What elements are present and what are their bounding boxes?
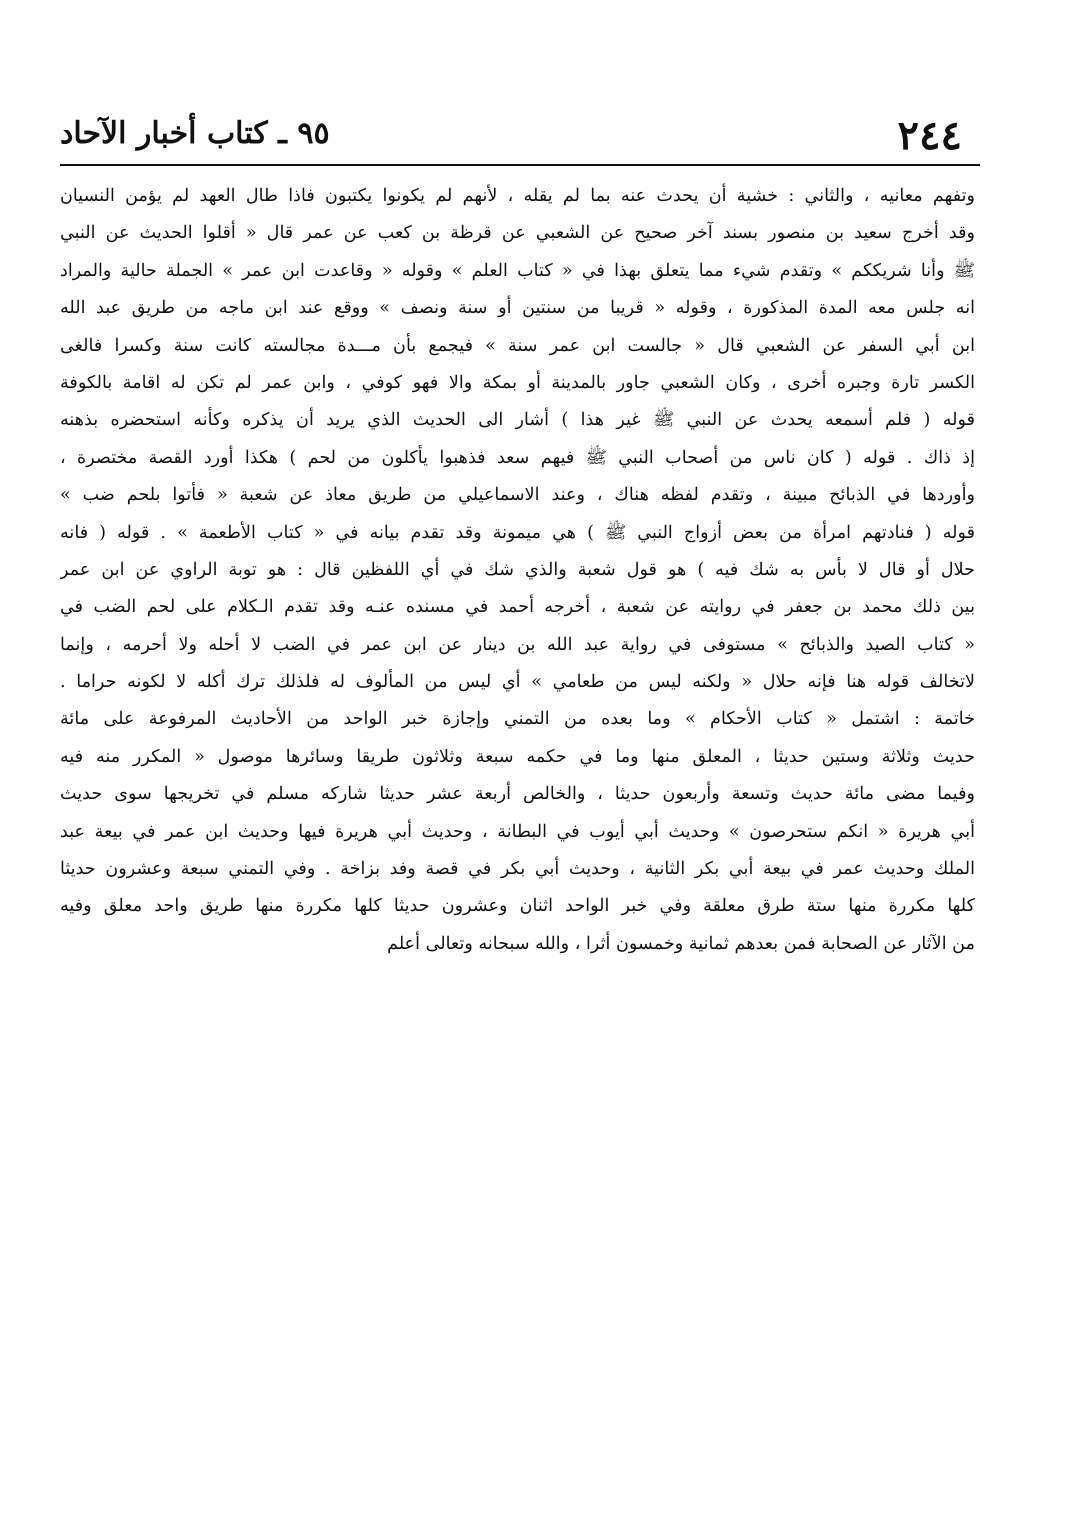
running-title: ٩٥ ـ كتاب أخبار الآحاد	[60, 116, 330, 151]
text-line: كلها مكررة منها ستة طرق معلقة وفي خبر الواحد اثنان وعشرون حديثا كلها مكررة منها طريق واحد معلق وفيه	[60, 896, 975, 917]
text-line: حديث وثلاثة وستين حديثا ، المعلق منها وما في حكمه سبعة وثلاثون طريقا وسائرها موصول « المكرر منه فيه	[60, 746, 975, 767]
body-text	[60, 178, 975, 963]
text-line: وقد أخرج سعيد بن منصور بسند آخر صحيح عن الشعبي عن قرظة بن كعب عن عمر قال « أقلوا الحديث عن النبي	[60, 223, 975, 244]
text-line: قوله ( فلم أسمعه يحدث عن النبي ﷺ غير هذا ) أشار الى الحديث الذي يريد أن يذكره وكأنه استحضره بذهنه	[60, 410, 975, 431]
text-line: ﷺ وأنا شريككم » وتقدم شيء مما يتعلق بهذا في « كتاب العلم » وقوله « وقاعدت ابن عمر » الجملة حالية والمراد	[60, 260, 975, 281]
text-line: أبي هريرة « انكم ستحرصون » وحديث أبي أيوب في البطانة ، وحديث أبي هريرة فيها وحديث ابن عمر في بيعة عبد	[60, 821, 975, 842]
text-line: الملك وحديث عمر في بيعة أبي بكر الثانية ، وحديث أبي بكر في قصة وفد بزاخة . وفي التمني سبعة وعشرون حديثا	[60, 859, 975, 880]
text-line: لاتخالف قوله هنا فإنه حلال « ولكنه ليس من طعامي » أي ليس من المألوف له فلذلك ترك أكله لا لكونه حراما .	[60, 672, 975, 693]
header-divider	[60, 164, 980, 166]
text-line: حلال أو قال لا بأس به شك فيه ) هو قول شعبة والذي شك في أي اللفظين قال : هو توبة الراوي عن ابن عمر	[60, 559, 975, 580]
text-line: إذ ذاك . قوله ( كان ناس من أصحاب النبي ﷺ فيهم سعد فذهبوا يأكلون من لحم ) هكذا أورد القصة مختصرة ،	[60, 447, 975, 468]
text-line: ابن أبي السفر عن الشعبي قال « جالست ابن عمر سنة » فيجمع بأن مـــدة مجالسته كانت سنة وكسرا فالغى	[60, 335, 975, 356]
text-line: بين ذلك محمد بن جعفر في روايته عن شعبة ، أخرجه أحمد في مسنده عنـه وقد تقدم الـكلام على لحم الضب في	[60, 597, 975, 618]
text-line: من الآثار عن الصحابة فمن بعدهم ثمانية وخمسون أثرا ، والله سبحانه وتعالى أعلم	[387, 933, 975, 954]
page-number: ٢٤٤	[897, 112, 962, 159]
text-line: خاتمة : اشتمل « كتاب الأحكام » وما بعده من التمني وإجازة خبر الواحد من الأحاديث المرفوعة على مائة	[60, 709, 975, 730]
text-line: الكسر تارة وجبره أخرى ، وكان الشعبي جاور بالمدينة أو بمكة والا فهو كوفي ، وابن عمر لم تكن له اقامة بالكوفة	[60, 372, 975, 393]
text-line: وفيما مضى مائة حديث وتسعة وأربعون حديثا ، والخالص أربعة عشر حديثا شاركه مسلم في تخريجها سوى حديث	[60, 784, 975, 805]
text-line: وتفهم معانيه ، والثاني : خشية أن يحدث عنه بما لم يقله ، لأنهم لم يكونوا يكتبون فاذا طال العهد لم يؤمن النسيان	[60, 186, 975, 206]
text-line: وأوردها في الذبائح مبينة ، وتقدم لفظه هناك ، وعند الاسماعيلي من طريق معاذ عن شعبة « فأتوا بلحم ضب »	[60, 485, 975, 506]
text-line: قوله ( فنادتهم امرأة من بعض أزواج النبي ﷺ ) هي ميمونة وقد تقدم بيانه في « كتاب الأطعمة » . قوله ( فانه	[60, 522, 975, 543]
text-line: انه جلس معه المدة المذكورة ، وقوله « قريبا من سنتين أو سنة ونصف » ووقع عند ابن ماجه من طريق عبد الله	[60, 298, 975, 319]
page-header	[60, 92, 980, 162]
text-line: « كتاب الصيد والذبائح » مستوفى في رواية عبد الله بن دينار عن ابن عمر في الضب لا أحله ولا أحرمه ، وإنما	[60, 634, 975, 655]
